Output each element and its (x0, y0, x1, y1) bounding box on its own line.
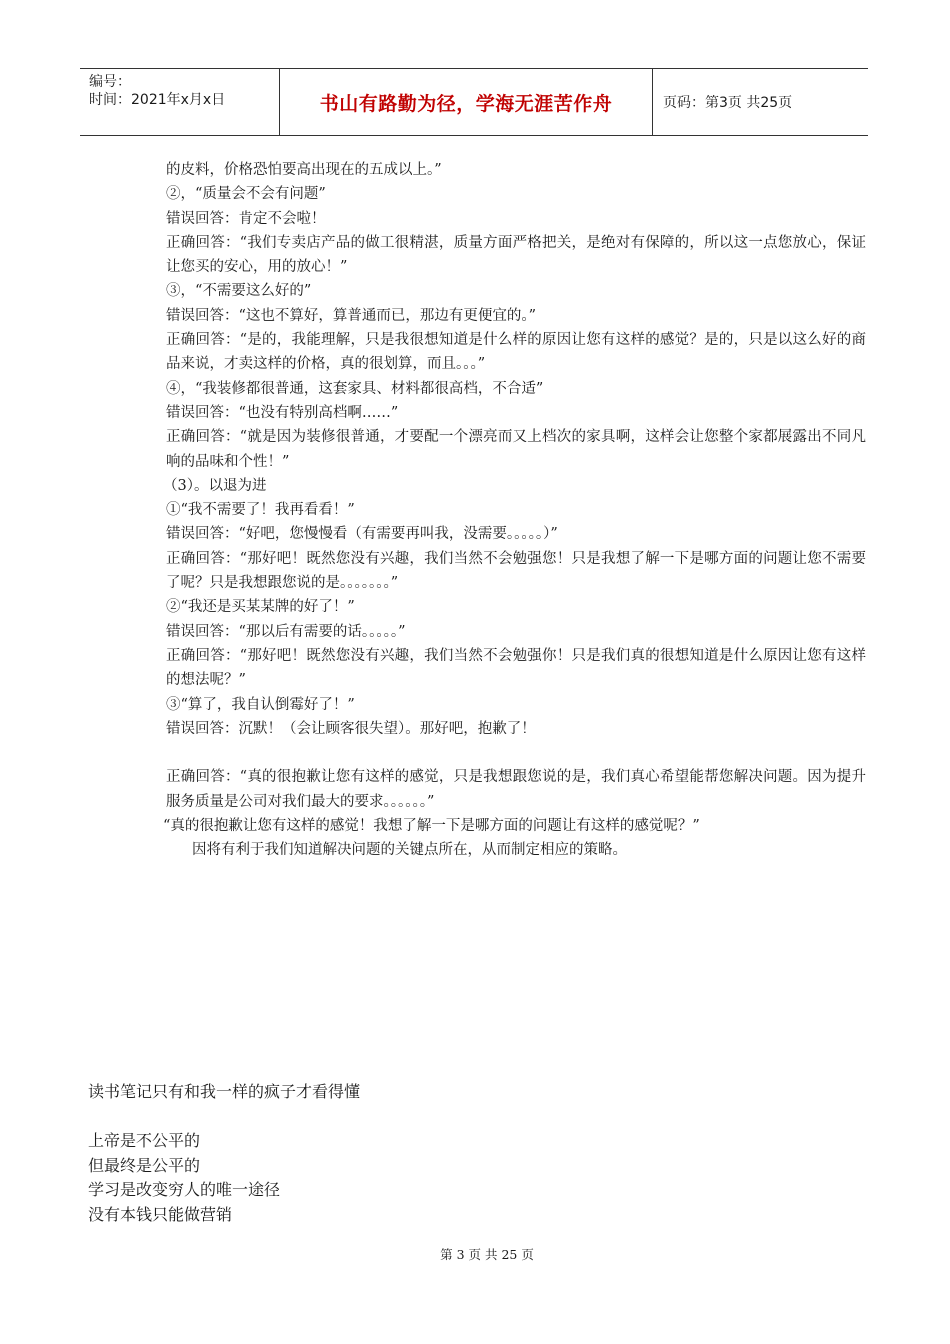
document-header (80, 68, 868, 136)
body-line: 错误回答：“也没有特别高档啊……” (166, 404, 399, 421)
blank-line (88, 1105, 360, 1130)
notes-line: 上帝是不公平的 (88, 1131, 201, 1150)
section-heading: （3）。以退为进 (163, 477, 267, 494)
body-line: 错误回答：“好吧，您慢慢看（有需要再叫我，没需要。。。。。）” (166, 526, 558, 543)
body-line: 错误回答：肯定不会啦！ (166, 210, 326, 227)
body-line: 正确回答：“那好吧！既然您没有兴趣，我们当然不会勉强你！只是我们真的很想知道是什么原因让您有这样的想法呢？” (166, 647, 866, 689)
header-motto: 书山有路勤为径，学海无涯苦作舟 (280, 69, 653, 135)
body-line: 的皮料，价格恐怕要高出现在的五成以上。” (166, 162, 442, 178)
notes-line: 学习是改变穷人的唯一途径 (88, 1180, 281, 1199)
body-line: 正确回答：“就是因为装修很普通，才要配一个漂亮而又上档次的家具啊，这样会让您整个家都展露出不同凡响的品味和个性！” (166, 429, 866, 470)
body-line: 正确回答：“真的很抱歉让您有这样的感觉，只是我想跟您说的是，我们真心希望能帮您解决问题。因为提升服务质量是公司对我们最大的要求。。。。。。” (166, 769, 866, 810)
body-line: ①“我不需要了！我再看看！” (166, 502, 355, 519)
body-line: ②，“质量会不会有问题” (166, 186, 326, 203)
body-line: ③“算了，我自认倒霉好了！” (166, 696, 355, 713)
notes-title: 读书笔记只有和我一样的疯子才看得懂 (88, 1082, 361, 1101)
page-footer: 第 3 页 共 25 页 (440, 1247, 534, 1262)
document-number-label: 编号： (89, 74, 131, 90)
body-line: 正确回答：“是的，我能理解，只是我很想知道是什么样的原因让您有这样的感觉？是的，只是以这么好的商品来说，才卖这样的价格，真的很划算，而且。。。” (166, 332, 866, 373)
body-line: 正确回答：“那好吧！既然您没有兴趣，我们当然不会勉强您！只是我想了解一下是哪方面的问题让您不需要了呢？只是我想跟您说的是。。。。。。。” (166, 550, 866, 592)
body-line: 正确回答：“我们专卖店产品的做工很精湛，质量方面严格把关，是绝对有保障的，所以这一点您放心，保证让您买的安心，用的放心！” (166, 234, 866, 276)
document-date: 时间：2021年x月x日 (89, 92, 226, 108)
header-page-code: 页码：第3页 共25页 (663, 95, 793, 111)
reading-notes (88, 1080, 360, 1227)
body-line: ②“我还是买某某牌的好了！” (166, 599, 355, 616)
body-line: “真的很抱歉让您有这样的感觉！我想了解一下是哪方面的问题让有这样的感觉呢？” (163, 818, 700, 835)
body-line: ③，“不需要这么好的” (166, 283, 312, 300)
blank-line (166, 741, 866, 765)
header-meta-cell (80, 69, 280, 135)
body-line: 错误回答：“这也不算好，算普通而已，那边有更便宜的。” (166, 307, 537, 324)
body-line: 因将有利于我们知道解决问题的关键点所在，从而制定相应的策略。 (192, 842, 627, 859)
document-body (163, 158, 866, 863)
body-line: 错误回答：沉默！（会让顾客很失望）。那好吧，抱歉了！ (166, 720, 536, 737)
notes-line: 没有本钱只能做营销 (88, 1204, 233, 1224)
body-line: ④，“我装修都很普通，这套家具、材料都很高档，不合适” (166, 380, 544, 397)
body-line: 错误回答：“那以后有需要的话。。。。。” (166, 623, 406, 640)
notes-line: 但最终是公平的 (88, 1155, 201, 1175)
